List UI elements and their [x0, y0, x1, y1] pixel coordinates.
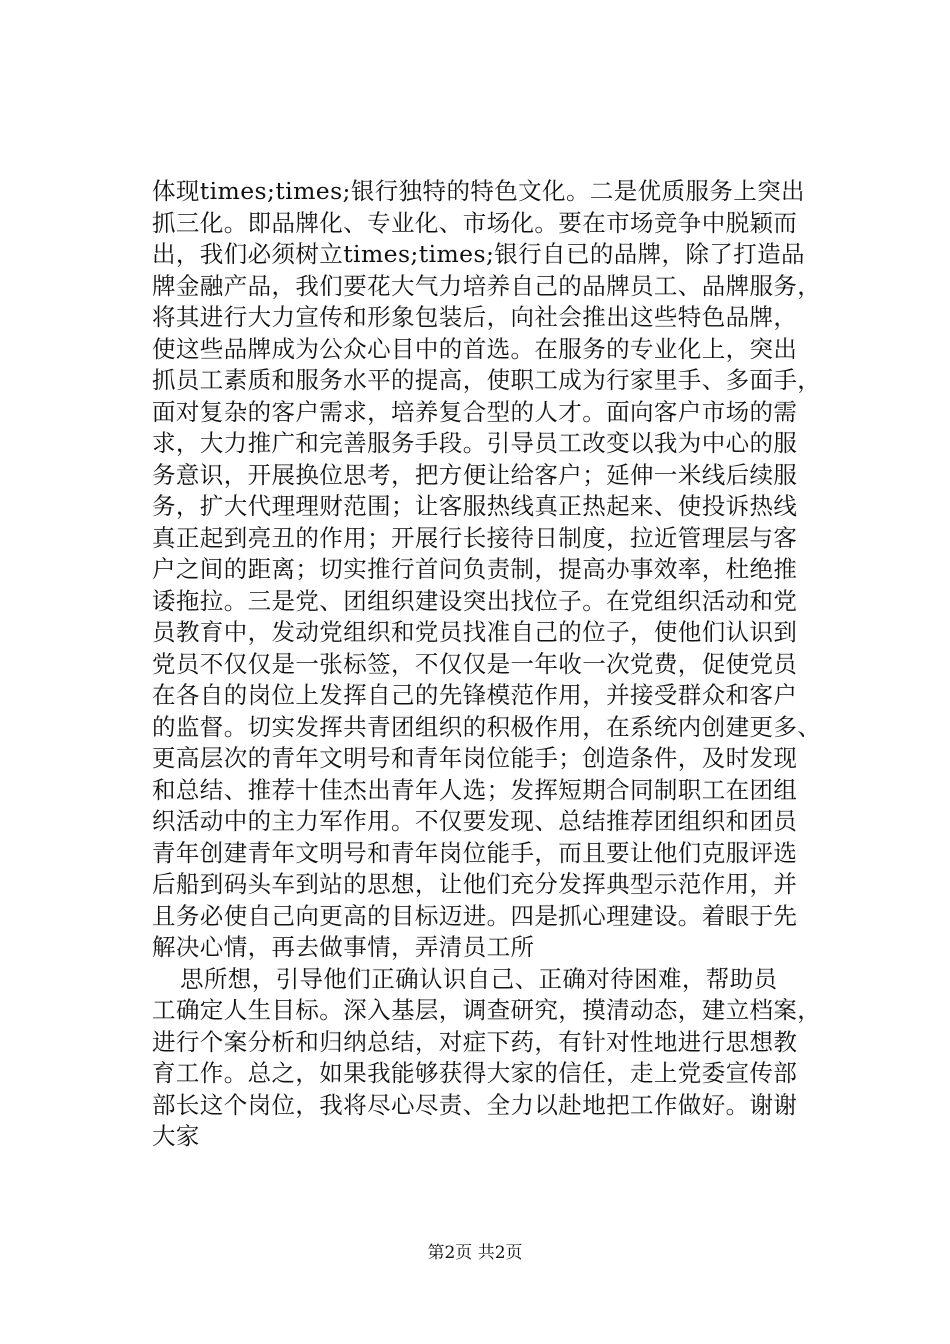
body-text	[152, 176, 832, 1153]
text-line: 体现times;times;银行独特的特色文化。二是优质服务上突出	[152, 177, 805, 205]
text-line: 抓三化。即品牌化、专业化、市场化。要在市场竞争中脱颖而	[152, 208, 798, 237]
text-line: 和总结、推荐十佳杰出青年人选；发挥短期合同制职工在团组	[152, 775, 798, 804]
text-line: 牌金融产品，我们要花大气力培养自己的品牌员工、品牌服务，	[152, 271, 822, 300]
page-number-label: 第2页 共2页	[427, 1243, 523, 1263]
text-line: 后船到码头车到站的思想，让他们充分发挥典型示范作用，并	[152, 870, 798, 898]
text-line: 户之间的距离；切实推行首问负责制，提高办事效率，杜绝推	[152, 555, 798, 583]
text-line: 育工作。总之，如果我能够获得大家的信任，走上党委宣传部	[152, 1059, 798, 1087]
text-line: 面对复杂的客户需求，培养复合型的人才。面向客户市场的需	[152, 397, 798, 426]
text-line: 员教育中，发动党组织和党员找准自己的位子，使他们认识到	[152, 618, 798, 646]
text-line: 务，扩大代理理财范围；让客服热线真正热起来、使投诉热线	[152, 492, 798, 520]
text-line: 将其进行大力宣传和形象包装后，向社会推出这些特色品牌，	[152, 303, 798, 331]
text-line: 解决心情，再去做事情，弄清员工所	[152, 933, 535, 961]
text-line: 抓员工素质和服务水平的提高，使职工成为行家里手、多面手，	[152, 366, 822, 394]
text-line: 在各自的岗位上发挥自己的先锋模范作用，并接受群众和客户	[152, 681, 798, 709]
text-line-indented: 思所想，引导他们正确认识自己、正确对待困难，帮助员	[180, 964, 778, 993]
text-line: 的监督。切实发挥共青团组织的积极作用，在系统内创建更多、	[152, 712, 822, 741]
text-line: 且务必使自己向更高的目标迈进。四是抓心理建设。着眼于先	[152, 901, 798, 930]
text-line: 求，大力推广和完善服务手段。引导员工改变以我为中心的服	[152, 429, 798, 457]
text-line: 诿拖拉。三是党、团组织建设突出找位子。在党组织活动和党	[152, 586, 798, 615]
text-line: 大家	[152, 1122, 200, 1150]
text-line: 党员不仅仅是一张标签，不仅仅是一年收一次党费，促使党员	[152, 649, 798, 678]
text-line: 织活动中的主力军作用。不仅要发现、总结推荐团组织和团员	[152, 807, 798, 835]
text-line: 更高层次的青年文明号和青年岗位能手；创造条件，及时发现	[152, 744, 798, 772]
page-footer	[0, 1242, 950, 1264]
text-line: 出，我们必须树立times;times;银行自已的品牌，除了打造品	[152, 240, 805, 268]
text-line: 使这些品牌成为公众心目中的首选。在服务的专业化上，突出	[152, 334, 798, 363]
text-line: 进行个案分析和归纳总结，对症下药，有针对性地进行思想教	[152, 1027, 798, 1056]
text-line: 工确定人生目标。深入基层，调查研究，摸清动态，建立档案，	[152, 996, 822, 1024]
text-line: 部长这个岗位，我将尽心尽责、全力以赴地把工作做好。谢谢	[152, 1090, 798, 1119]
text-line: 青年创建青年文明号和青年岗位能手，而且要让他们克服评选	[152, 838, 798, 867]
text-line: 真正起到亮丑的作用；开展行长接待日制度，拉近管理层与客	[152, 523, 798, 552]
text-line: 务意识，开展换位思考，把方便让给客户；延伸一米线后续服	[152, 460, 798, 489]
